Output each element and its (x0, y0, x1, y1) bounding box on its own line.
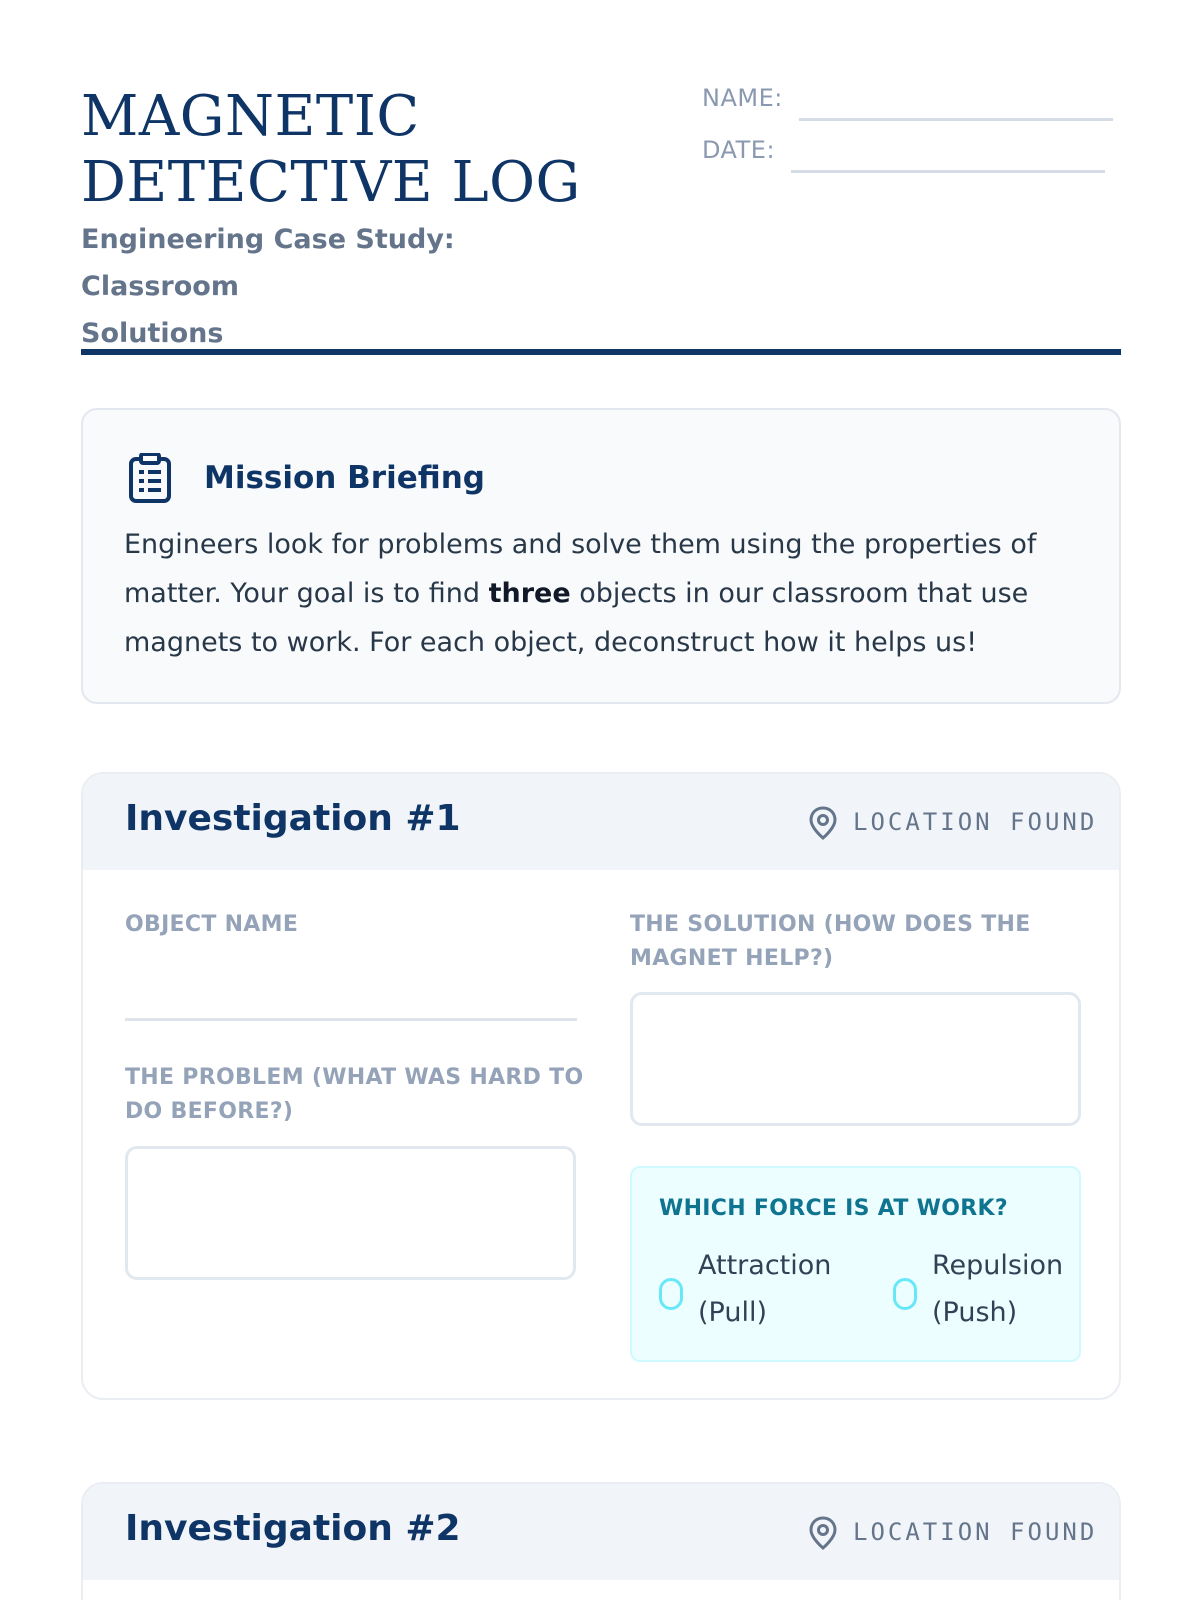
investigation-title: Investigation #2 (125, 1508, 461, 1549)
solution-label-line-1: THE SOLUTION (HOW DOES THE (630, 912, 1031, 937)
title-line-1: MAGNETIC (81, 84, 420, 149)
location-label: LOCATION FOUND (853, 808, 1098, 836)
problem-answer-box[interactable] (125, 1146, 576, 1280)
page-title (81, 84, 641, 216)
mission-briefing (81, 408, 1121, 704)
name-label: NAME: (702, 84, 783, 112)
worksheet-header (81, 84, 1121, 354)
object-name-input[interactable] (125, 1018, 577, 1021)
map-pin-icon (809, 806, 837, 840)
solution-label-line-2: MAGNET HELP?) (630, 946, 834, 971)
briefing-text (124, 520, 1084, 667)
briefing-text-part-1: Engineers look for problems and solve them using the properties of matter. Your goal is to find (124, 529, 1037, 609)
investigation-title: Investigation #1 (125, 798, 461, 839)
map-pin-icon (809, 1516, 837, 1550)
investigation-header (83, 774, 1119, 870)
location-label: LOCATION FOUND (853, 1518, 1098, 1546)
option-repulsion[interactable] (893, 1242, 1073, 1342)
header-divider (81, 349, 1121, 355)
repulsion-label (932, 1242, 1063, 1336)
problem-label-line-1: THE PROBLEM (WHAT WAS HARD TO (125, 1065, 584, 1090)
problem-label-line-2: DO BEFORE?) (125, 1099, 294, 1124)
investigation-card-1 (81, 772, 1121, 1400)
force-selector (630, 1166, 1081, 1362)
solution-label (630, 908, 1090, 976)
location-found[interactable] (809, 806, 1098, 840)
briefing-title: Mission Briefing (204, 460, 485, 496)
option-attraction[interactable] (659, 1242, 859, 1342)
repulsion-radio[interactable] (893, 1278, 917, 1310)
page-subtitle (81, 216, 601, 357)
date-input-line[interactable] (791, 170, 1105, 173)
date-label: DATE: (702, 136, 776, 164)
subtitle-line-2: Solutions (81, 318, 224, 349)
attraction-radio[interactable] (659, 1278, 683, 1310)
repulsion-label-line-2: (Push) (932, 1297, 1018, 1328)
force-question: WHICH FORCE IS AT WORK? (659, 1196, 1008, 1221)
investigation-header (83, 1484, 1119, 1580)
attraction-label (698, 1242, 831, 1336)
name-input-line[interactable] (799, 118, 1113, 121)
location-found[interactable] (809, 1516, 1098, 1550)
repulsion-label-line-1: Repulsion (932, 1250, 1064, 1281)
object-name-label: OBJECT NAME (125, 912, 299, 937)
attraction-label-line-2: (Pull) (698, 1297, 767, 1328)
clipboard-icon (128, 453, 172, 503)
investigation-card-2 (81, 1482, 1121, 1600)
solution-answer-box[interactable] (630, 992, 1081, 1126)
briefing-text-part-2: objects in our classroom that use magnets to work. For each object, deconstruct how it helps us! (124, 578, 1029, 658)
date-field (702, 136, 1121, 176)
subtitle-line-1: Engineering Case Study: Classroom (81, 224, 455, 302)
name-field (702, 84, 1121, 124)
problem-label (125, 1061, 585, 1129)
title-line-2: DETECTIVE LOG (81, 150, 581, 215)
briefing-text-emphasis: three (488, 578, 571, 609)
attraction-label-line-1: Attraction (698, 1250, 832, 1281)
